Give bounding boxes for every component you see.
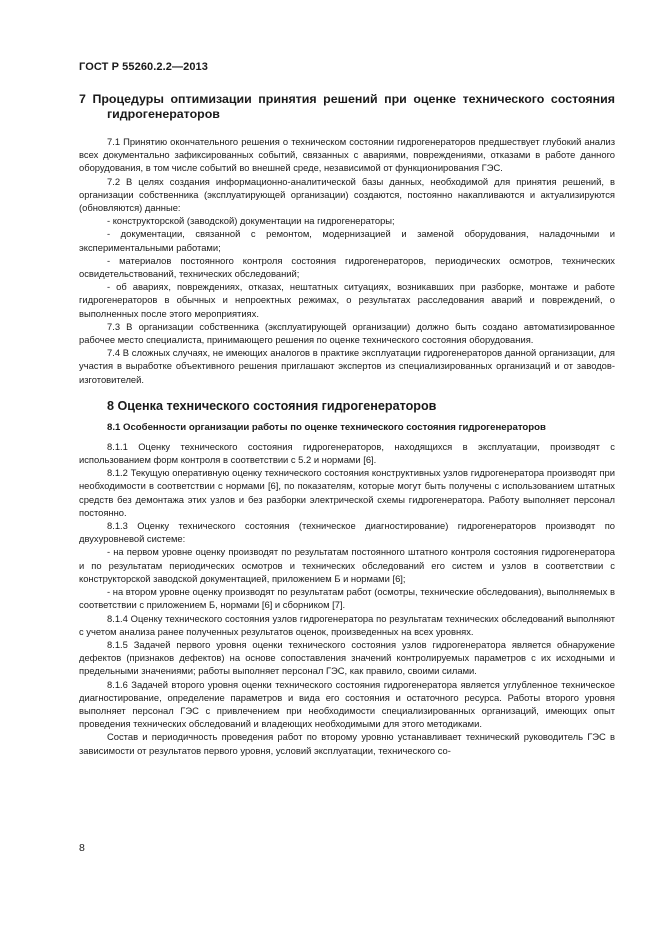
paragraph-7-4: 7.4 В сложных случаях, не имеющих аналогов в практике эксплуатации гидрогенераторов данной организации, для участия в выработке объективного решения приглашают экспертов из специализированных организаций и от заводов-изготовителей. (79, 347, 615, 385)
paragraph-8-1-1: 8.1.1 Оценку технического состояния гидрогенераторов, находящихся в эксплуатации, производят с использованием форм контроля в соответствии с 5.2 и нормами [6]. (79, 440, 615, 466)
list-item-design-docs: - конструкторской (заводской) документации на гидрогенераторы; (107, 215, 395, 227)
list-item-first-level: - на первом уровне оценку производят по результатам постоянного штатного контроля состояния гидрогенератора и по результатам периодических осмотров и технических обследований его систем и узлов в соответствии с конструкторской заводской документацией, приложением Б и нормами [6]; (79, 546, 615, 584)
list-item-monitoring-materials: - материалов постоянного контроля состояния гидрогенераторов, периодических осмотров, технических освидетельствований, технических обследований; (79, 254, 615, 280)
paragraph-8-1-5: 8.1.5 Задачей первого уровня оценки технического состояния узлов гидрогенератора является обнаружение дефектов (признаков дефектов) на основе сопоставления значений контролируемых параметров с их исходными и предельными значениями; работы выполняет персонал ГЭС, как правило, своими силами. (79, 638, 615, 677)
paragraph-composition: Состав и периодичность проведения работ по второму уровню устанавливает технический руководитель ГЭС в зависимости от результатов первого уровня, условий эксплуатации, технического со- (79, 731, 615, 756)
page-content (79, 92, 615, 757)
paragraph-8-1-6: 8.1.6 Задачей второго уровня оценки технического состояния гидрогенератора является углубленное техническое диагностирование, определение параметров и вида его состояния и остаточного ресурса. Работы второго уровня выполняет персонал ГЭС с привлечением при необходимости специализированных организаций, имеющих опыт проведения технических обследований и владеющих необходимыми для этого методиками. (79, 678, 615, 730)
paragraph-8-1-3: 8.1.3 Оценку технического состояния (техническое диагностирование) гидрогенераторов производят по двухуровневой системе: (79, 520, 615, 545)
list-item-repair-docs: - документации, связанной с ремонтом, модернизацией и заменой оборудования, наладочными и экспериментальными работами; (79, 228, 615, 253)
page-number: 8 (79, 842, 85, 854)
subsection-8-1-title: 8.1 Особенности организации работы по оценке технического состояния гидрогенераторов (107, 421, 546, 433)
section-8-body (79, 440, 615, 757)
section-8-title: 8 Оценка технического состояния гидрогенераторов (107, 398, 437, 413)
paragraph-7-3: 7.3 В организации собственника (эксплуатирующей организации) должно быть создано автоматизированное рабочее место специалиста, принимающего решения по оценке технического состояния оборудования. (79, 320, 615, 346)
document-code-header: ГОСТ Р 55260.2.2—2013 (79, 61, 208, 73)
section-7-body (79, 135, 615, 386)
paragraph-8-1-4: 8.1.4 Оценку технического состояния узлов гидрогенератора по результатам технических обследований выполняют с учетом анализа ранее полученных результатов оценок, произведенных на всех уровнях. (79, 612, 615, 637)
paragraph-7-2: 7.2 В целях создания информационно-аналитической базы данных, необходимой для принятия решений, в организации собственника (эксплуатирующей организации) создаются, постоянно накапливаются и актуализируются (обновляются) данные: (79, 175, 615, 214)
paragraph-7-1: 7.1 Принятию окончательного решения о техническом состоянии гидрогенераторов предшествует глубокий анализ всех документально зафиксированных событий, связанных с авариями, повреждениями, отказами в работе данного оборудования, в том числе событий во внешней среде, независимой от функционирования ГЭС. (79, 136, 615, 174)
list-item-second-level: - на втором уровне оценку производят по результатам работ (осмотры, технические обследования), выполняемых в соответствии с приложением Б, нормами [6] и сборником [7]. (79, 586, 615, 611)
list-item-accidents: - об авариях, повреждениях, отказах, нештатных ситуациях, возникавших при разборке, монтаже и работе гидрогенераторов в обычных и непроектных режимах, о результатах расследования аварий и повреждений, о выполненных после этого мероприятиях. (79, 281, 615, 319)
section-7-title: 7 Процедуры оптимизации принятия решений при оценке технического состояния гидрогенераторов (79, 92, 615, 121)
paragraph-8-1-2: 8.1.2 Текущую оперативную оценку технического состояния конструктивных узлов гидрогенератора производят при необходимости в соответствии с нормами [6], по показателям, которые могут быть получены с использованием штатных средств без демонтажа этих узлов и без разборки электрической схемы гидрогенератора. Работу выполняет персонал постоянно. (79, 467, 615, 518)
